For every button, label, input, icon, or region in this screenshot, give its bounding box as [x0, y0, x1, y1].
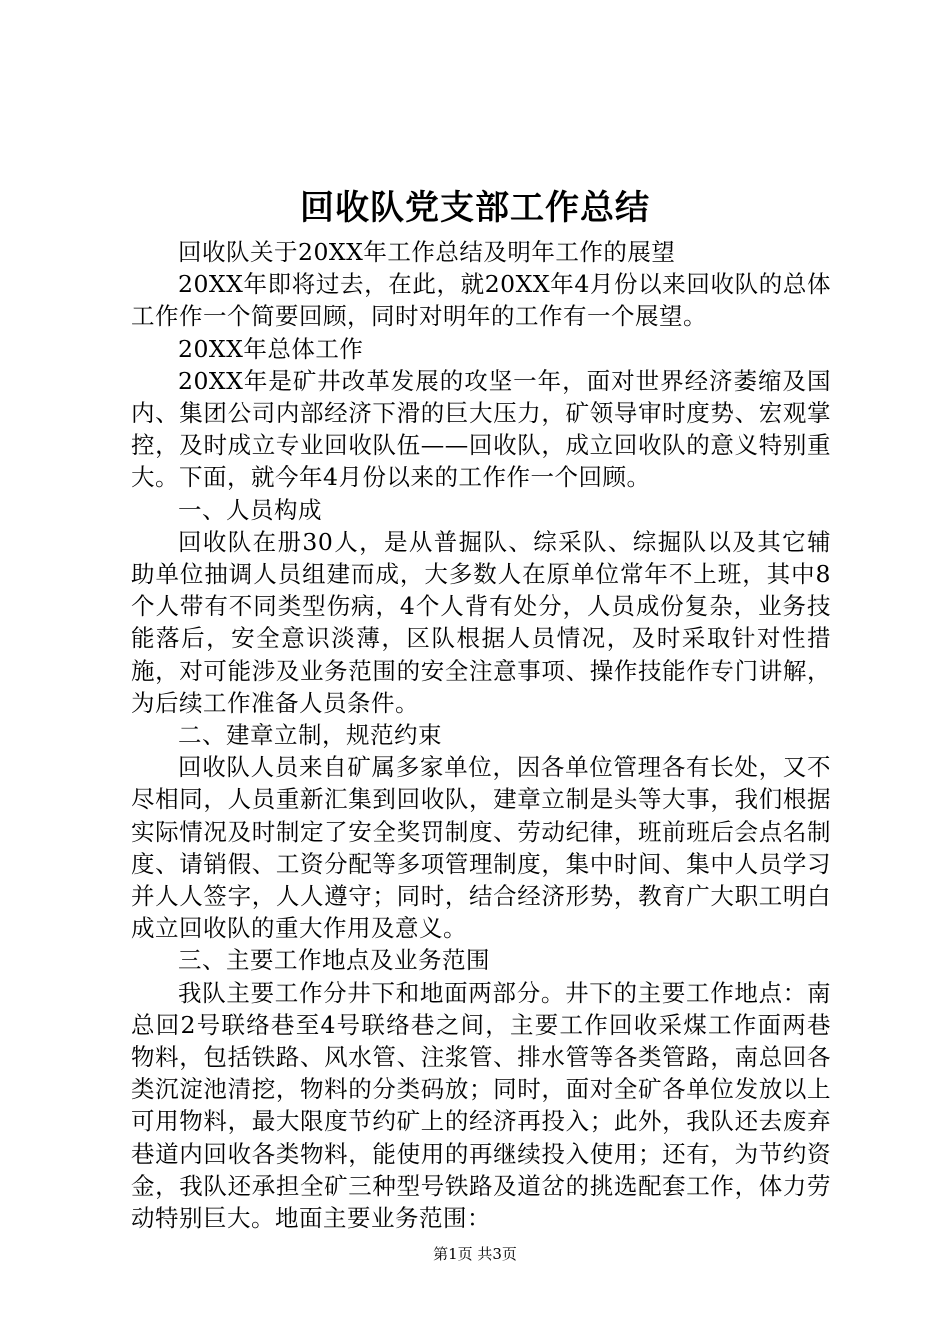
paragraph-overall: 20XX年是矿井改革发展的攻坚一年，面对世界经济萎缩及国内、集团公司内部经济下滑的巨大压力，矿领导审时度势、宏观掌控，及时成立专业回收队伍——回收队，成立回收队的意义特别重大。下面，就今年4月份以来的工作作一个回顾。	[131, 366, 831, 492]
page-footer: 第1页 共3页	[433, 1245, 517, 1263]
section-heading-staff: 一、人员构成	[178, 495, 322, 524]
section-heading-rules: 二、建章立制，规范约束	[178, 721, 442, 750]
paragraph-rules: 回收队人员来自矿属多家单位，因各单位管理各有长处，又不尽相同，人员重新汇集到回收队，建章立制是头等大事，我们根据实际情况及时制定了安全奖罚制度、劳动纪律，班前班后会点名制度、请销假、工资分配等多项管理制度，集中时间、集中人员学习并人人签字，人人遵守；同时，结合经济形势，教育广大职工明白成立回收队的重大作用及意义。	[131, 753, 831, 943]
paragraph-scope: 我队主要工作分井下和地面两部分。井下的主要工作地点：南总回2号联络巷至4号联络巷之间，主要工作回收采煤工作面两巷物料，包括铁路、风水管、注浆管、排水管等各类管路，南总回各类沉淀池清挖，物料的分类码放；同时，面对全矿各单位发放以上可用物料，最大限度节约矿上的经济再投入；此外，我队还去废弃巷道内回收各类物料，能使用的再继续投入使用；还有，为节约资金，我队还承担全矿三种型号铁路及道岔的挑选配套工作，体力劳动特别巨大。地面主要业务范围：	[131, 978, 831, 1233]
paragraph-staff: 回收队在册30人，是从普掘队、综采队、综掘队以及其它辅助单位抽调人员组建而成，大多数人在原单位常年不上班，其中8个人带有不同类型伤病，4个人背有处分，人员成份复杂，业务技能落后，安全意识淡薄，区队根据人员情况，及时采取针对性措施，对可能涉及业务范围的安全注意事项、操作技能作专门讲解，为后续工作准备人员条件。	[131, 527, 831, 717]
paragraph-subtitle: 回收队关于20XX年工作总结及明年工作的展望	[178, 238, 676, 266]
section-heading-overall: 20XX年总体工作	[178, 334, 364, 363]
document-body	[131, 236, 831, 1234]
paragraph-intro: 20XX年即将过去，在此，就20XX年4月份以来回收队的总体工作作一个简要回顾，同时对明年的工作有一个展望。	[131, 270, 831, 331]
section-heading-scope: 三、主要工作地点及业务范围	[178, 946, 490, 975]
document-title: 回收队党支部工作总结	[300, 188, 650, 228]
